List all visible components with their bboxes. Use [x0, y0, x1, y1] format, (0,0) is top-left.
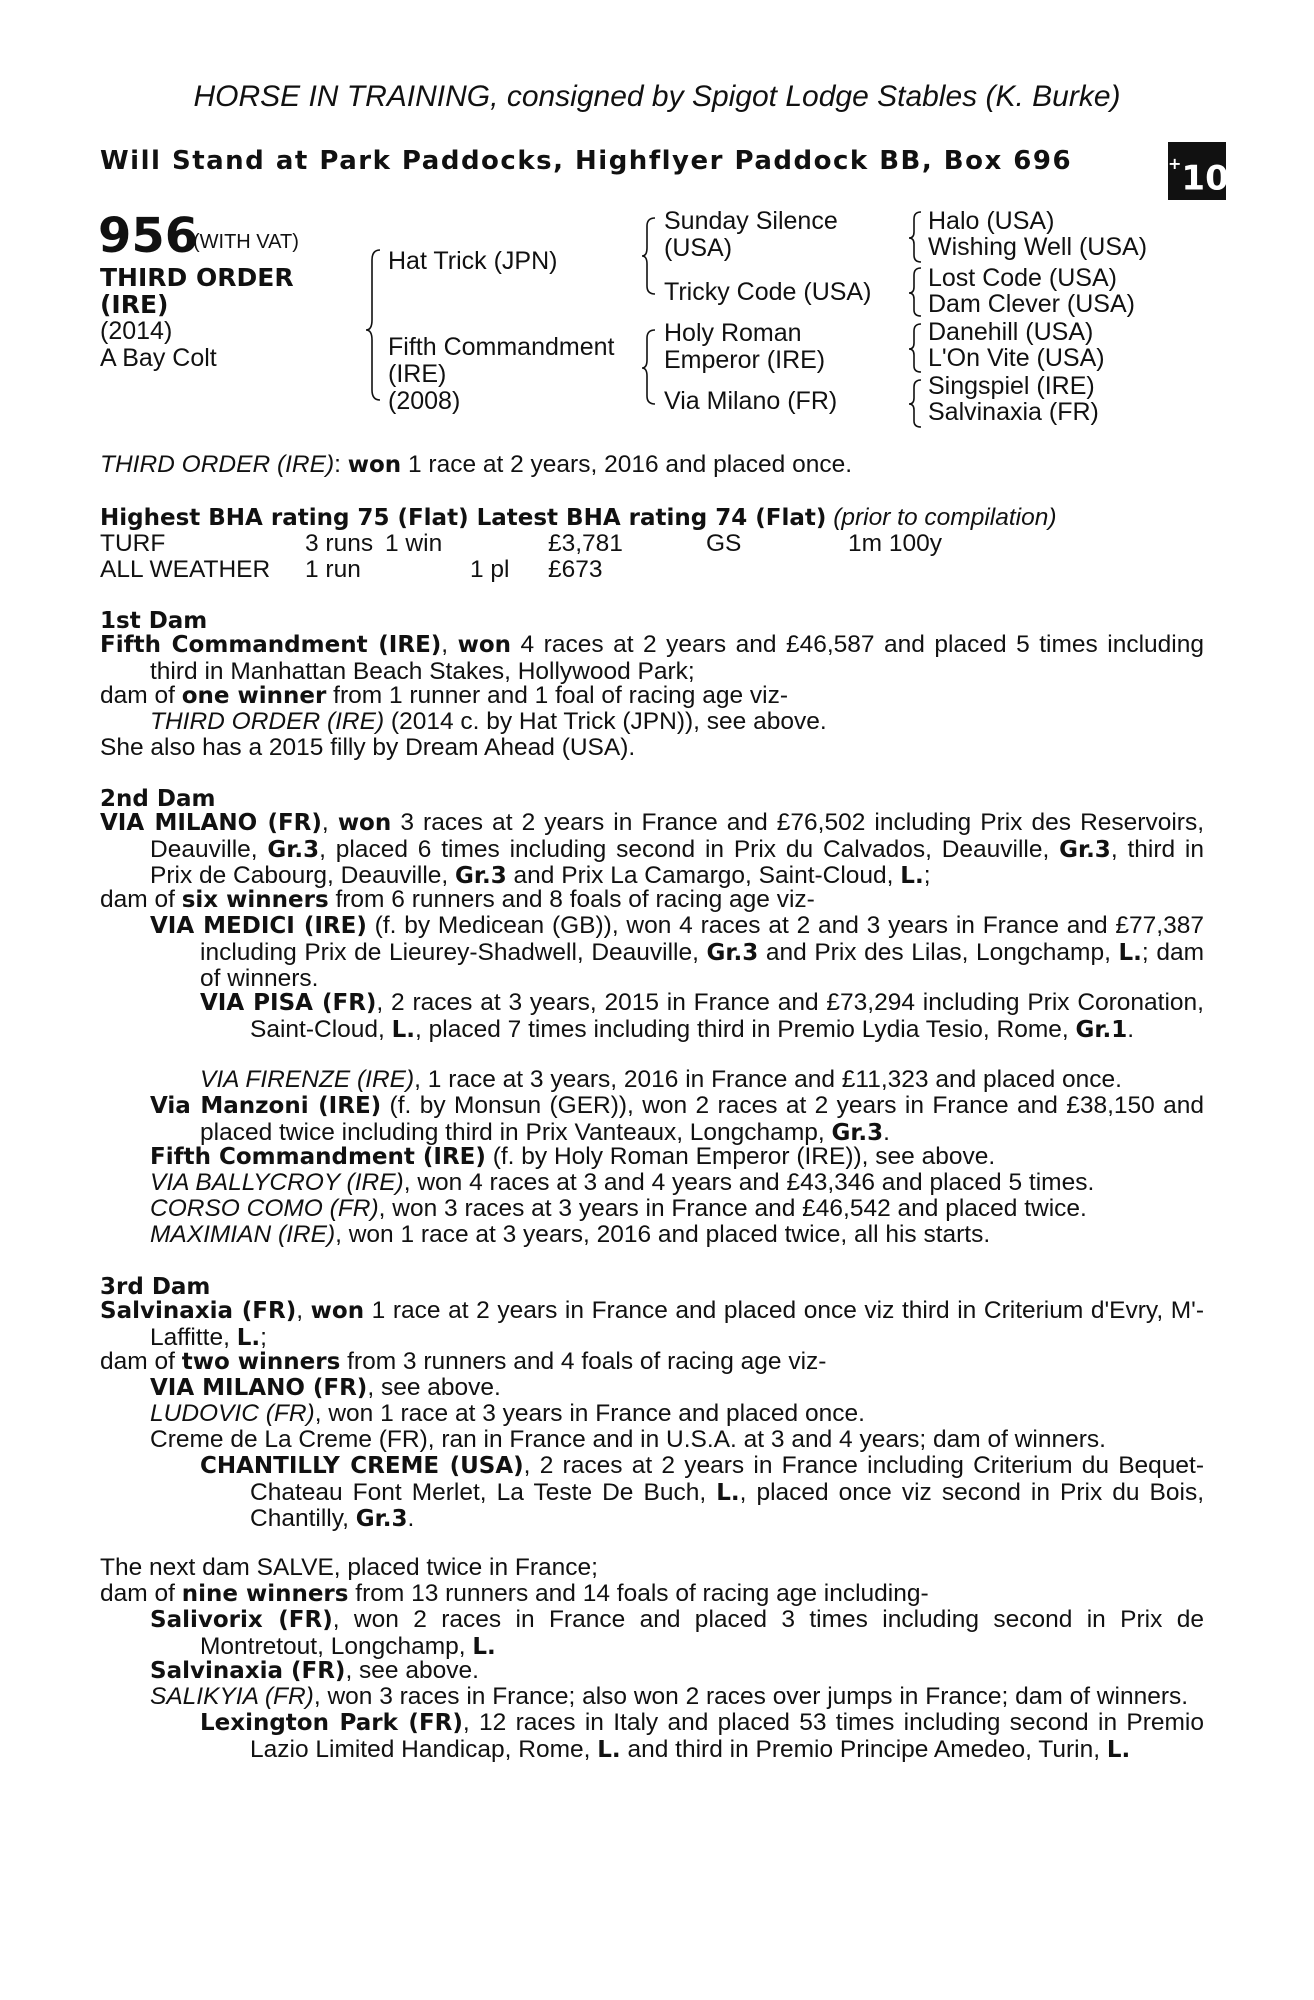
ancestor-dss: Danehill (USA) — [928, 318, 1094, 346]
dam — [388, 334, 614, 415]
sire-sire-line-2: (USA) — [664, 234, 733, 262]
next-dam-produce-item: Salvinaxia (FR), see above. — [150, 1657, 479, 1684]
foal-description: A Bay Colt — [100, 344, 217, 372]
dam2-produce-item: Fifth Commandment (IRE) (f. by Holy Roman Emperor (IRE)), see above. — [150, 1143, 996, 1170]
stat-prize: £3,781 — [548, 530, 623, 557]
bha-ratings — [100, 504, 1057, 532]
next-dam-produce-summary: dam of nine winners from 13 runners and 14 foals of racing age including- — [100, 1580, 929, 1607]
section-heading-2nd-dam: 2nd Dam — [100, 786, 216, 812]
dam-dam: Via Milano (FR) — [664, 387, 838, 415]
section-heading-3rd-dam: 3rd Dam — [100, 1274, 211, 1300]
lot-number: 956 — [98, 208, 199, 264]
ancestor-sds: Lost Code (USA) — [928, 264, 1117, 292]
ancestor-sdd: Dam Clever (USA) — [928, 290, 1135, 318]
sire-sire-line-1: Sunday Silence — [664, 207, 838, 235]
summary-won: won — [347, 452, 402, 478]
dam2-produce-item: VIA MEDICI (IRE) (f. by Medicean (GB)), won 4 races at 2 and 3 years in France and £77,387 including Prix de Lieurey-Shadwell, Deauville, Gr.3 and Prix des Lilas, Longchamp, L.; dam of winners. — [150, 912, 1204, 993]
badge-plus: + — [1168, 154, 1182, 173]
stat-surface: ALL WEATHER — [100, 556, 271, 583]
dam2-record: VIA MILANO (FR), won 3 races at 2 years in France and £76,502 including Prix des Reservoirs, Deauville, Gr.3, placed 6 times including second in Prix du Calvados, Deauville, Gr.3, third in Prix de Cabourg, Deauville, Gr.3 and Prix La Camargo, Saint-Cloud, L.; — [100, 809, 1205, 890]
next-dam-grandproduce-item: Lexington Park (FR), 12 races in Italy and placed 53 times including second in Premio Lazio Limited Handicap, Rome, L. and third in Premio Principe Amedeo, Turin, L. — [200, 1709, 1204, 1763]
stat-runs: 3 runs — [305, 530, 374, 557]
sire: Hat Trick (JPN) — [388, 247, 558, 275]
dam3-produce-item: VIA MILANO (FR), see above. — [150, 1374, 501, 1401]
dam-sire-line-2: Emperor (IRE) — [664, 346, 826, 374]
dam3-produce-item: Creme de La Creme (FR), ran in France and in U.S.A. at 3 and 4 years; dam of winners. — [150, 1426, 1106, 1453]
dam1-produce-summary: dam of one winner from 1 runner and 1 foal of racing age viz- — [100, 682, 788, 709]
horse-name: THIRD ORDER (IRE) — [100, 263, 294, 319]
race-summary: THIRD ORDER (IRE): won 1 race at 2 years, 2016 and placed once. — [100, 451, 853, 478]
dam1-produce-item: THIRD ORDER (IRE) (2014 c. by Hat Trick (JPN)), see above. — [150, 708, 827, 735]
foal-year: (2014) — [100, 317, 173, 345]
ancestor-dsd: L'On Vite (USA) — [928, 344, 1105, 372]
dam2-produce-item: CORSO COMO (FR), won 3 races at 3 years in France and £46,542 and placed twice. — [150, 1195, 1087, 1222]
stat-going: GS — [706, 530, 742, 557]
ancestor-sss: Halo (USA) — [928, 207, 1055, 235]
next-dam-produce-item: Salivorix (FR), won 2 races in France and placed 3 times including second in Prix de Montretout, Longchamp, L. — [150, 1606, 1204, 1660]
stat-distance: 1m 100y — [848, 530, 942, 557]
dam-line-1: Fifth Commandment — [388, 333, 615, 361]
summary-horse-name: THIRD ORDER (IRE) — [100, 451, 335, 478]
dam3-produce-item: LUDOVIC (FR), won 1 race at 3 years in France and placed once. — [150, 1400, 865, 1427]
dam2-produce-item: VIA BALLYCROY (IRE), won 4 races at 3 and 4 years and £43,346 and placed 5 times. — [150, 1169, 1095, 1196]
next-dam-produce-item: SALIKYIA (FR), won 3 races in France; also won 2 races over jumps in France; dam of winners. — [150, 1683, 1189, 1710]
summary-rest: 1 race at 2 years, 2016 and placed once. — [401, 451, 853, 478]
dam-sire — [664, 320, 825, 374]
ancestor-ssd: Wishing Well (USA) — [928, 233, 1148, 261]
vat-label: (WITH VAT) — [193, 231, 299, 253]
dam-sire-line-1: Holy Roman — [664, 319, 802, 347]
dam1-record: Fifth Commandment (IRE), won 4 races at 2 years and £46,587 and placed 5 times including third in Manhattan Beach Stakes, Hollywood Park; — [100, 631, 1204, 685]
dam3-record: Salvinaxia (FR), won 1 race at 2 years in France and placed once viz third in Criterium d'Evry, M'-Laffitte, L.; — [100, 1297, 1204, 1351]
stand-location: Will Stand at Park Paddocks, Highflyer Paddock BB, Box 696 — [100, 146, 1073, 176]
dam3-grandproduce-item: CHANTILLY CREME (USA), 2 races at 2 years in France including Criterium du Bequet- Chateau Font Merlet, La Teste De Buch, L., placed once viz second in Prix du Bois, Chantilly, Gr.3. — [200, 1452, 1205, 1533]
dam3-produce-summary: dam of two winners from 3 runners and 4 foals of racing age viz- — [100, 1348, 827, 1375]
stat-wins: 1 win — [385, 530, 443, 557]
ancestor-dds: Singspiel (IRE) — [928, 372, 1095, 400]
dam2-grandproduce-item: VIA PISA (FR), 2 races at 3 years, 2015 in France and £73,294 including Prix Coronation, Saint-Cloud, L., placed 7 times including third in Premio Lydia Tesio, Rome, Gr.1. — [200, 989, 1204, 1043]
ancestor-ddd: Salvinaxia (FR) — [928, 398, 1099, 426]
ratings-note: (prior to compilation) — [833, 504, 1057, 531]
stat-placed: 1 pl — [470, 556, 510, 583]
stat-surface: TURF — [100, 530, 166, 557]
sire-dam: Tricky Code (USA) — [664, 278, 872, 306]
stat-runs: 1 run — [305, 556, 361, 583]
page-title: HORSE IN TRAINING, consigned by Spigot Lodge Stables (K. Burke) — [193, 80, 1121, 113]
next-dam-record: The next dam SALVE, placed twice in France; — [100, 1554, 598, 1581]
dam-line-2: (IRE) — [388, 360, 447, 388]
dam2-produce-summary: dam of six winners from 6 runners and 8 foals of racing age viz- — [100, 886, 815, 913]
pedigree-braces — [0, 0, 1314, 440]
dam2-grandproduce-item: VIA FIRENZE (IRE), 1 race at 3 years, 2016 in France and £11,323 and placed once. — [200, 1066, 1122, 1093]
sire-sire — [664, 208, 838, 262]
dam2-produce-item: MAXIMIAN (IRE), won 1 race at 3 years, 2016 and placed twice, all his starts. — [150, 1221, 991, 1248]
section-heading-1st-dam: 1st Dam — [100, 608, 208, 634]
badge-number: 10 — [1181, 158, 1229, 199]
dam2-produce-item: Via Manzoni (IRE) (f. by Monsun (GER)), won 2 races at 2 years in France and £38,150 and placed twice including third in Prix Vanteaux, Longchamp, Gr.3. — [150, 1092, 1205, 1146]
dam1-note: She also has a 2015 filly by Dream Ahead (USA). — [100, 734, 636, 761]
dam-line-3: (2008) — [388, 387, 461, 415]
stat-prize: £673 — [548, 556, 603, 583]
ratings-heading: Highest BHA rating 75 (Flat) Latest BHA rating 74 (Flat) — [100, 505, 827, 531]
